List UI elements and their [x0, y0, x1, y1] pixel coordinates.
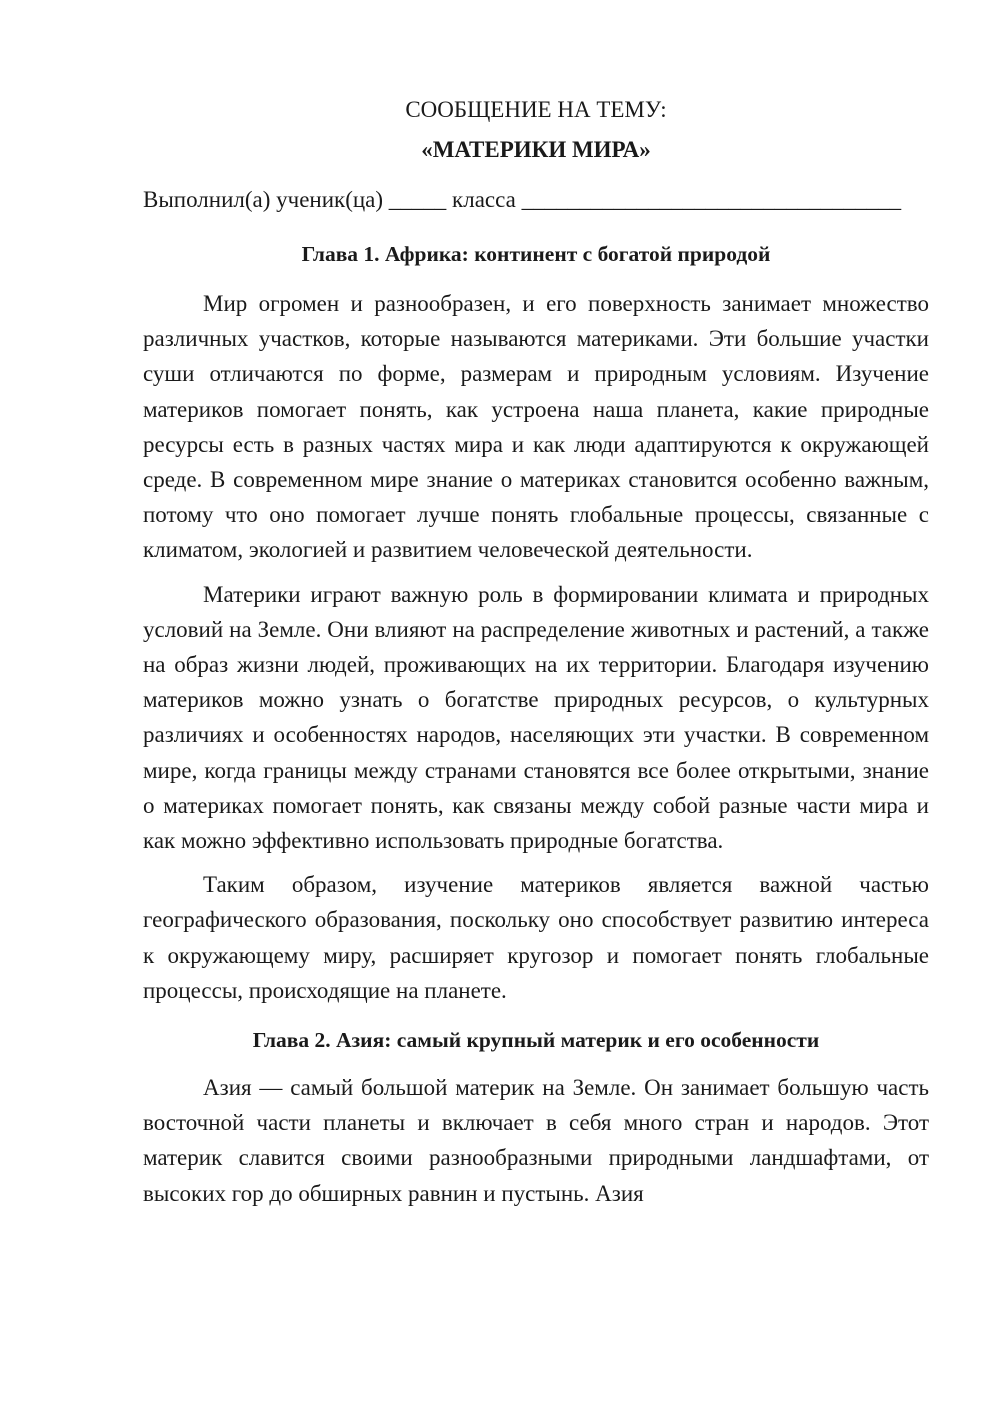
paragraph: Мир огромен и разнообразен, и его поверхность занимает множество различных участков, которые называются материками. Эти большие участки суши отличаются по форме, размерам и природным условиям. Изучение материков помогает понять, как устроена наша планета, какие природные ресурсы есть в разных частях мира и как люди адаптируются к окружающей среде. В современном мире знание о материках становится особенно важным, потому что оно помогает лучше понять глобальные процессы, связанные с климатом, экологией и развитием человеческой деятельности.	[143, 291, 929, 563]
chapter-heading: Глава 1. Африка: континент с богатой природой	[301, 242, 771, 266]
document-title: СООБЩЕНИЕ НА ТЕМУ:	[405, 97, 667, 122]
chapter-heading: Глава 2. Азия: самый крупный материк и его особенности	[252, 1028, 820, 1053]
paragraph: Материки играют важную роль в формировании климата и природных условий на Земле. Они влияют на распределение животных и растений, а также на образ жизни людей, проживающих на их территории. Благодаря изучению материков можно узнать о богатстве природных ресурсов, о культурных различиях и особенностях народов, населяющих эти участки. В современном мире, когда границы между странами становятся все более открытыми, знание о материках помогает понять, как связаны между собой разные части мира и как можно эффективно использовать природные богатства.	[143, 581, 929, 854]
author-line: Выполнил(а) ученик(ца) _____ класса _________________________________	[143, 187, 902, 212]
document-subtitle: «МАТЕРИКИ МИРА»	[421, 137, 651, 162]
document-page	[143, 92, 929, 1211]
paragraph: Таким образом, изучение материков является важной частью географического образования, поскольку оно способствует развитию интереса к окружающему миру, расширяет кругозор и помогает понять глобальные процессы, происходящие на планете.	[143, 872, 929, 1003]
paragraph: Азия — самый большой материк на Земле. Он занимает большую часть восточной части планеты и включает в себя много стран и народов. Этот материк славится своими разнообразными природными ландшафтами, от высоких гор до обширных равнин и пустынь. Азия	[143, 1075, 929, 1206]
